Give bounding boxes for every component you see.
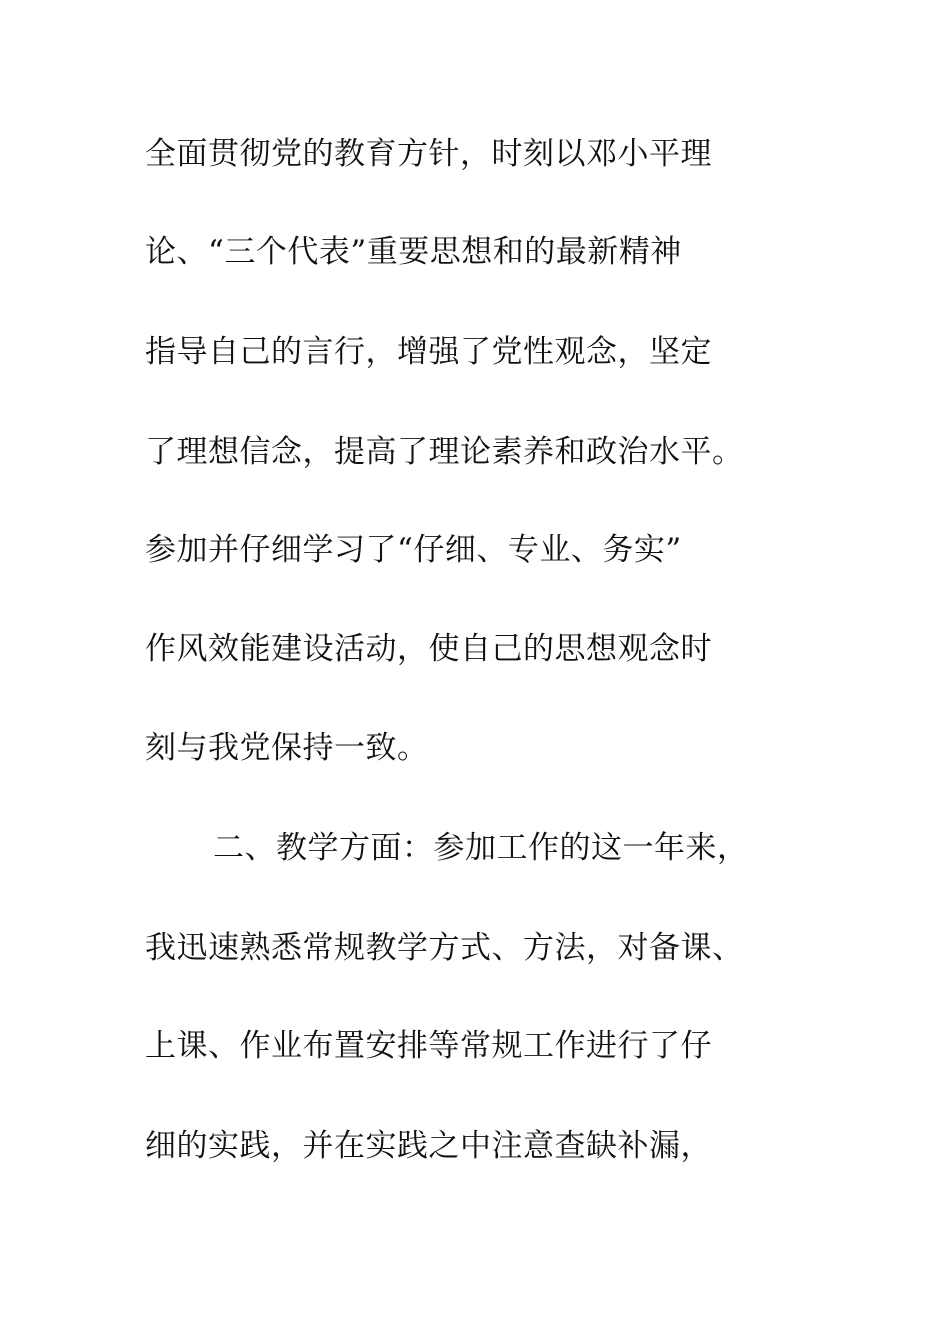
text-line: 参加并仔细学习了“仔细、专业、务实”: [145, 532, 682, 568]
text-line: 了理想信念，提高了理论素养和政治水平。: [145, 434, 744, 470]
text-line: 细的实践，并在实践之中注意查缺补漏，: [145, 1128, 712, 1164]
text-line: 我迅速熟悉常规教学方式、方法，对备课、: [145, 930, 744, 966]
text-line: 刻与我党保持一致。: [145, 730, 429, 766]
text-line: 论、“三个代表”重要思想和的最新精神: [145, 234, 682, 270]
text-line: 全面贯彻党的教育方针，时刻以邓小平理: [145, 136, 712, 172]
text-line: 上课、作业布置安排等常规工作进行了仔: [145, 1028, 712, 1064]
text-line: 指导自己的言行，增强了党性观念，坚定: [145, 334, 712, 370]
paragraph-start-line: 二、教学方面：参加工作的这一年来，: [213, 830, 749, 866]
text-line: 作风效能建设活动，使自己的思想观念时: [145, 631, 712, 667]
